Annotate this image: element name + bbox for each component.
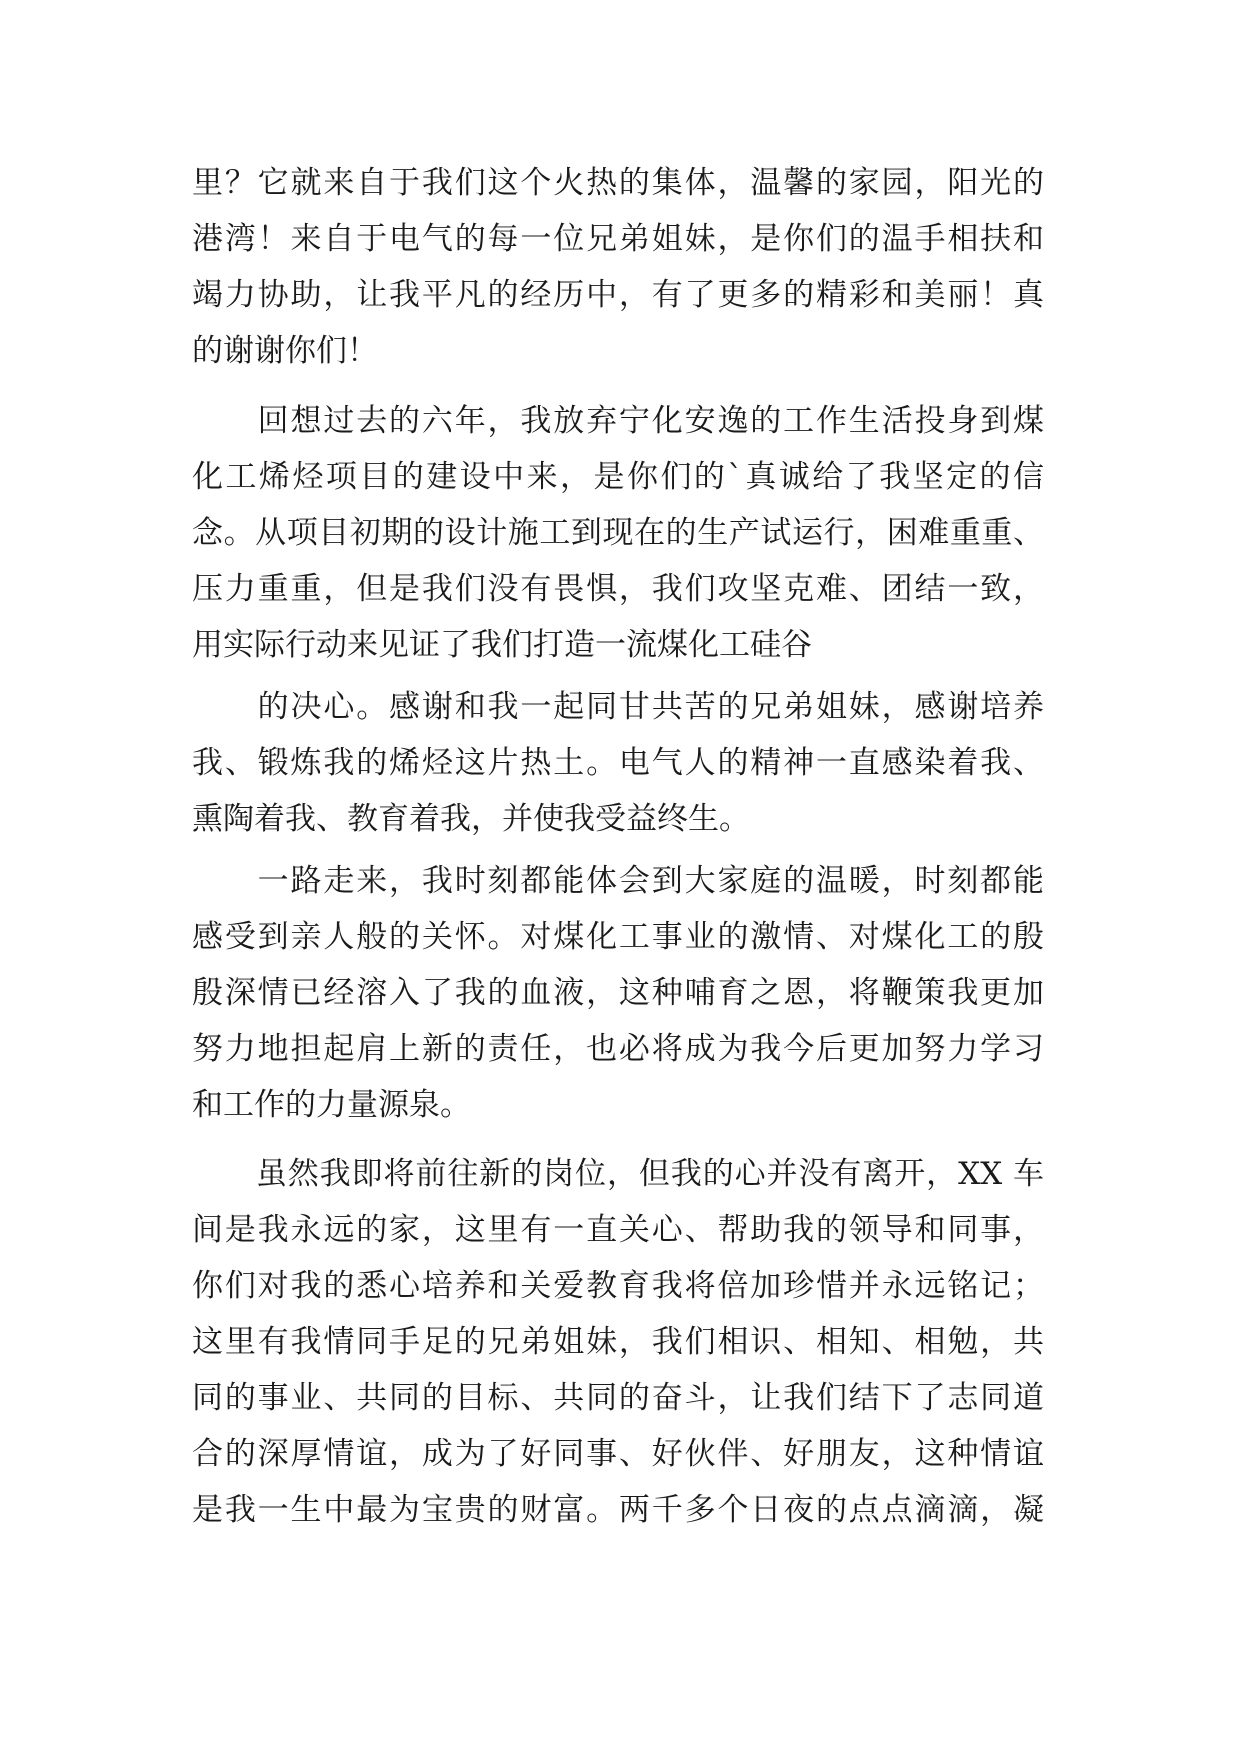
text-line: 虽然我即将前往新的岗位，但我的心并没有离开，XX 车 <box>192 1156 1044 1192</box>
text-line: 这里有我情同手足的兄弟姐妹，我们相识、相知、相勉，共 <box>192 1324 1044 1360</box>
text-line: 感受到亲人般的关怀。对煤化工事业的激情、对煤化工的殷 <box>192 919 1044 955</box>
text-line: 竭力协助，让我平凡的经历中，有了更多的精彩和美丽！真 <box>192 277 1044 313</box>
text-line: 同的事业、共同的目标、共同的奋斗，让我们结下了志同道 <box>192 1380 1044 1416</box>
text-line: 熏陶着我、教育着我，并使我受益终生。 <box>192 801 750 837</box>
text-line: 间是我永远的家，这里有一直关心、帮助我的领导和同事， <box>192 1212 1044 1248</box>
text-line: 努力地担起肩上新的责任，也必将成为我今后更加努力学习 <box>192 1031 1044 1067</box>
text-line: 一路走来，我时刻都能体会到大家庭的温暖，时刻都能 <box>192 863 1044 899</box>
text-line: 我、锻炼我的烯烃这片热土。电气人的精神一直感染着我、 <box>192 745 1044 781</box>
text-line: 念。从项目初期的设计施工到现在的生产试运行，困难重重、 <box>192 515 1044 551</box>
text-line: 殷深情已经溶入了我的血液，这种哺育之恩，将鞭策我更加 <box>192 975 1044 1011</box>
text-line: 你们对我的悉心培养和关爱教育我将倍加珍惜并永远铭记； <box>192 1268 1044 1304</box>
text-line: 合的深厚情谊，成为了好同事、好伙伴、好朋友，这种情谊 <box>192 1436 1044 1472</box>
text-line: 压力重重，但是我们没有畏惧，我们攻坚克难、团结一致， <box>192 571 1044 607</box>
text-line: 回想过去的六年，我放弃宁化安逸的工作生活投身到煤 <box>192 403 1044 439</box>
text-line: 用实际行动来见证了我们打造一流煤化工硅谷 <box>192 627 812 663</box>
text-line: 和工作的力量源泉。 <box>192 1087 471 1123</box>
text-line: 是我一生中最为宝贵的财富。两千多个日夜的点点滴滴，凝 <box>192 1492 1044 1528</box>
text-line: 的谢谢你们！ <box>192 333 378 369</box>
text-line: 的决心。感谢和我一起同甘共苦的兄弟姐妹，感谢培养 <box>192 689 1044 725</box>
text-line: 里？它就来自于我们这个火热的集体，温馨的家园，阳光的 <box>192 165 1044 201</box>
text-line: 化工烯烃项目的建设中来，是你们的`真诚给了我坚定的信 <box>192 459 1044 495</box>
text-line: 港湾！来自于电气的每一位兄弟姐妹，是你们的温手相扶和 <box>192 221 1044 257</box>
